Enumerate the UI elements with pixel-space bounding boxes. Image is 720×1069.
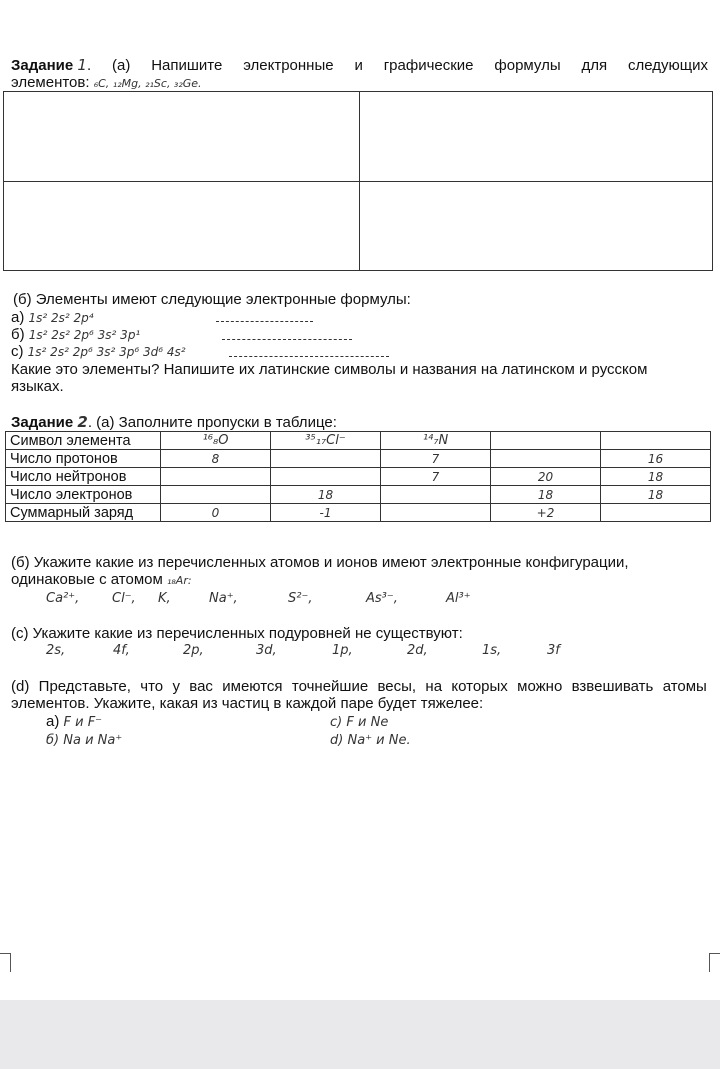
- task1-elements-handwritten: ₆C, ₁₂Mg, ₂₁Sc, ₃₂Ge.: [93, 77, 202, 90]
- task1-b-label: (б) Элементы имеют следующие электронные формулы:: [13, 291, 411, 308]
- table-cell[interactable]: 18: [491, 486, 601, 504]
- task1-word: графические: [383, 57, 474, 74]
- ion-item: Cl⁻,: [112, 591, 136, 606]
- sublevel-item: 1s,: [482, 643, 502, 658]
- task2-c-label: (с) Укажите какие из перечисленных подуровней не существуют:: [11, 625, 463, 642]
- table-cell[interactable]: 18: [271, 486, 381, 504]
- table-cell[interactable]: [161, 486, 271, 504]
- task1-word: для: [581, 57, 608, 74]
- task2-d-line1: (d) Представьте, что у вас имеются точнейшие весы, на которых можно взвешивать атомы: [11, 678, 707, 695]
- task1-word: и: [354, 57, 363, 74]
- table-cell[interactable]: ³⁵₁₇Cl⁻: [271, 432, 381, 450]
- formula-row-c: с) 1s² 2s² 2p⁶ 3s² 3p⁶ 3d⁶ 4s²: [11, 343, 186, 360]
- task1-line1: Задание 1. (а) Напишите электронные и графические формулы для следующих: [11, 56, 708, 74]
- task2-header: Задание 2. (а) Заполните пропуски в таблице:: [11, 413, 337, 431]
- answer-blank[interactable]: [216, 321, 313, 322]
- ion-item: As³⁻,: [366, 591, 398, 606]
- table-row: [6, 486, 711, 504]
- task1-word: (а): [111, 57, 131, 74]
- table-cell[interactable]: [601, 432, 711, 450]
- task1-line2: элементов: ₆C, ₁₂Mg, ₂₁Sc, ₃₂Ge.: [11, 74, 202, 91]
- pair-item: б) Na и Na⁺: [46, 733, 123, 748]
- row-label: Число электронов: [6, 486, 161, 504]
- sublevel-item: 4f,: [113, 643, 130, 658]
- table-cell[interactable]: 8: [161, 450, 271, 468]
- table-cell[interactable]: [271, 468, 381, 486]
- sublevel-item: 2d,: [407, 643, 428, 658]
- table-cell[interactable]: 18: [601, 486, 711, 504]
- ion-item: Al³⁺: [446, 591, 471, 606]
- page-corner-mark-left: [0, 953, 11, 972]
- table-cell[interactable]: 16: [601, 450, 711, 468]
- table-cell[interactable]: -1: [271, 504, 381, 522]
- table-cell[interactable]: [381, 504, 491, 522]
- formula-row-a: а) 1s² 2s² 2p⁴: [11, 309, 94, 326]
- table-cell[interactable]: [491, 432, 601, 450]
- table-cell[interactable]: 0: [161, 504, 271, 522]
- task1-word: формулы: [494, 57, 561, 74]
- task2-table: [5, 431, 711, 522]
- page-corner-mark-right: [709, 953, 720, 972]
- table-cell[interactable]: [161, 468, 271, 486]
- task1-number: 1: [77, 56, 87, 74]
- table-cell[interactable]: 20: [491, 468, 601, 486]
- task1-word: электронные: [243, 57, 334, 74]
- table-cell[interactable]: 18: [601, 468, 711, 486]
- table-cell[interactable]: 7: [381, 468, 491, 486]
- ion-item: Na⁺,: [209, 591, 238, 606]
- task1-word: следующих: [627, 57, 708, 74]
- task2-d-line2: элементов. Укажите, какая из частиц в каждой паре будет тяжелее:: [11, 695, 484, 712]
- pair-item: с) F и Ne: [330, 715, 389, 730]
- table-cell[interactable]: 7: [381, 450, 491, 468]
- viewer-background: [0, 1000, 720, 1069]
- argon-handwritten: ₁₈Ar:: [166, 574, 192, 587]
- task2-number: 2: [77, 413, 88, 431]
- task1-title: Задание: [11, 57, 74, 74]
- task2-b-line1: (б) Укажите какие из перечисленных атомов и ионов имеют электронные конфигурации,: [11, 554, 629, 571]
- task2-title: Задание: [11, 414, 74, 431]
- formula-row-b: б) 1s² 2s² 2p⁶ 3s² 3p¹: [11, 326, 141, 343]
- table-row: [6, 504, 711, 522]
- task1-question-line2: языках.: [11, 378, 64, 395]
- formula-handwritten: 1s² 2s² 2p⁶ 3s² 3p¹: [28, 328, 141, 342]
- answer-blank[interactable]: [229, 356, 389, 357]
- task1-answer-grid: [3, 91, 713, 271]
- pair-item: d) Na⁺ и Ne.: [330, 733, 411, 748]
- sublevel-item: 3f: [547, 643, 560, 658]
- table-cell[interactable]: [601, 504, 711, 522]
- table-cell[interactable]: [381, 486, 491, 504]
- table-row: [6, 432, 711, 450]
- task1-question-line1: Какие это элементы? Напишите их латинские символы и названия на латинском и русском: [11, 361, 648, 378]
- task2-b-line2: одинаковые с атомом ₁₈Ar:: [11, 571, 192, 588]
- table-cell[interactable]: ¹⁴₇N: [381, 432, 491, 450]
- table-cell[interactable]: [271, 450, 381, 468]
- row-label: Суммарный заряд: [6, 504, 161, 522]
- sublevel-item: 2p,: [183, 643, 204, 658]
- table-cell[interactable]: +2: [491, 504, 601, 522]
- row-label: Число нейтронов: [6, 468, 161, 486]
- pair-item: а) F и F⁻: [46, 713, 103, 730]
- formula-handwritten: 1s² 2s² 2p⁴: [28, 311, 94, 325]
- row-label: Число протонов: [6, 450, 161, 468]
- task1-word: Напишите: [151, 57, 223, 74]
- ion-item: Ca²⁺,: [46, 591, 80, 606]
- answer-blank[interactable]: [222, 339, 352, 340]
- table-cell[interactable]: ¹⁶₈O: [161, 432, 271, 450]
- sublevel-item: 3d,: [256, 643, 277, 658]
- formula-handwritten: 1s² 2s² 2p⁶ 3s² 3p⁶ 3d⁶ 4s²: [27, 345, 186, 359]
- table-row: [6, 468, 711, 486]
- row-label: Символ элемента: [6, 432, 161, 450]
- sublevel-item: 2s,: [46, 643, 66, 658]
- table-row: [6, 450, 711, 468]
- sublevel-item: 1p,: [332, 643, 353, 658]
- table-cell[interactable]: [491, 450, 601, 468]
- ion-item: K,: [158, 591, 171, 606]
- ion-item: S²⁻,: [288, 591, 313, 606]
